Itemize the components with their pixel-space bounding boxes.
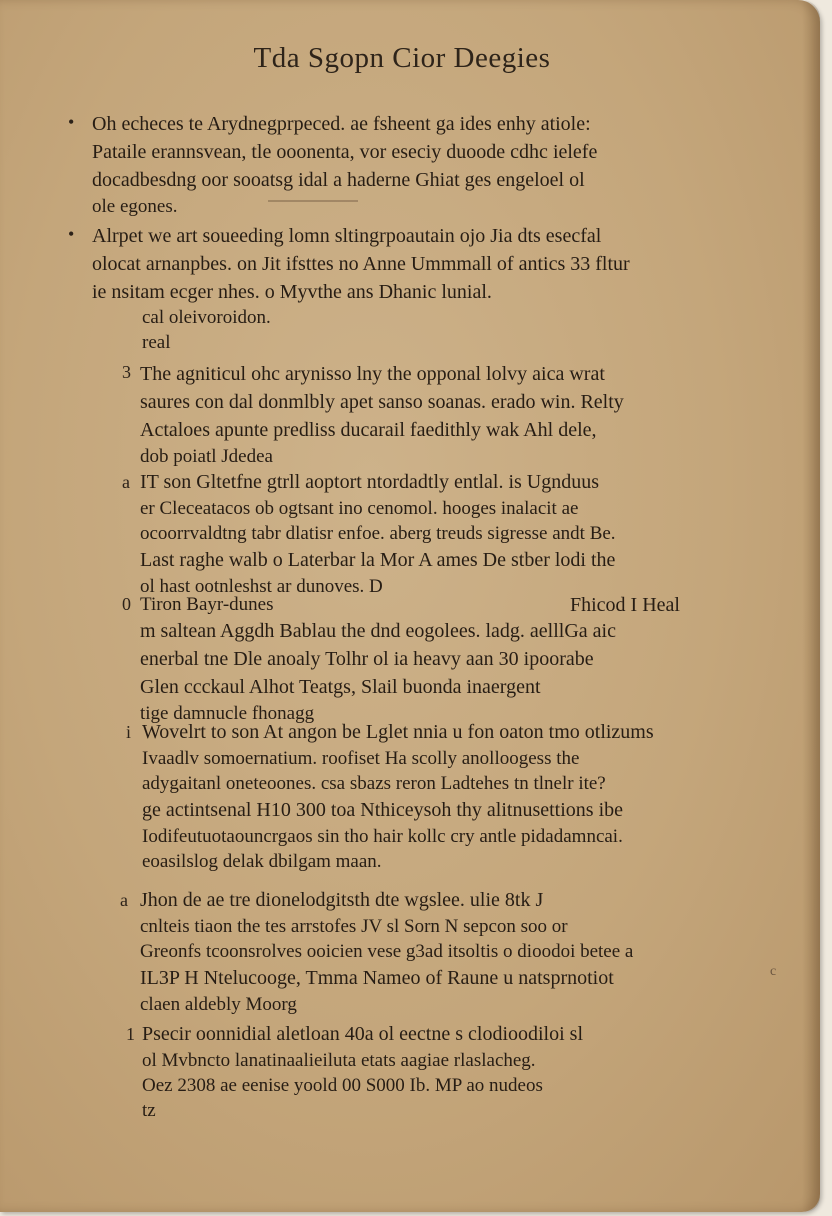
text-line: Last raghe walb o Laterbar la Mor A ames De stber lodi the bbox=[140, 549, 616, 571]
text-line: ol Mvbncto lanatinaalieiluta etats aagiae rlaslacheg. bbox=[142, 1050, 536, 1071]
text-line: er Cleceatacos ob ogtsant ino cenomol. hooges inalacit ae bbox=[140, 498, 579, 519]
text-line: docadbesdng oor sooatsg idal a haderne Ghiat ges engeloel ol bbox=[92, 169, 585, 191]
section-1 bbox=[92, 110, 712, 219]
text-line: enerbal tne Dle anoaly Tolhr ol ia heavy aan 30 ipoorabe bbox=[140, 648, 594, 670]
text-line: Actaloes apunte predliss ducarail faedithly wak Ahl dele, bbox=[140, 419, 597, 441]
text-line: real bbox=[142, 332, 171, 353]
faint-scribble bbox=[268, 200, 358, 202]
text-line: tige damnucle fhonagg bbox=[140, 703, 315, 724]
text-line: olocat arnanpbes. on Jit ifsttes no Anne Ummmall of antics 33 fltur bbox=[92, 253, 630, 275]
text-line: Wovelrt to son At angon be Lglet nnia u fon oaton tmo otlizums bbox=[142, 721, 654, 743]
paper-edge-shadow bbox=[802, 0, 820, 1212]
text-line: Jhon de ae tre dionelodgitsth dte wgslee. ulie 8tk J bbox=[140, 889, 544, 911]
text-line: claen aldebly Moorg bbox=[140, 994, 297, 1015]
text-line: IT son Gltetfne gtrll aoptort ntordadtly entlal. is Ugnduus bbox=[140, 471, 600, 493]
bullet-marker: • bbox=[68, 224, 75, 244]
text-line: Glen ccckaul Alhot Teatgs, Slail buonda inaergent bbox=[140, 676, 541, 698]
text-line: ol hast ootnleshst ar dunoves. D bbox=[140, 576, 383, 597]
list-marker: 1 bbox=[126, 1024, 135, 1044]
text-line: cnlteis tiaon the tes arrstofes JV sl Sorn N sepcon soo or bbox=[140, 916, 568, 937]
text-line: tz bbox=[142, 1100, 156, 1121]
text-line: eoasilslog delak dbilgam maan. bbox=[142, 851, 382, 872]
section-5-side-note: Fhicod I Heal bbox=[570, 594, 680, 616]
text-line: IL3P H Ntelucooge, Tmma Nameo of Raune u natsprnotiot bbox=[140, 967, 614, 989]
text-line: Alrpet we art soueeding lomn sltingrpoautain ojo Jia dts esecfal bbox=[92, 225, 602, 247]
text-line: Tiron Bayr-dunes bbox=[140, 594, 274, 615]
section-8 bbox=[142, 1020, 682, 1123]
section-5 bbox=[140, 592, 700, 726]
text-line: Oez 2308 ae eenise yoold 00 S000 Ib. MP ao nudeos bbox=[142, 1075, 543, 1096]
margin-mark: c bbox=[770, 964, 777, 979]
text-line: Oh echeces te Arydnegprpeced. ae fsheent ga ides enhy atiole: bbox=[92, 113, 591, 135]
list-marker: 0 bbox=[122, 594, 131, 614]
text-line: Ivaadlv somoernatium. roofiset Ha scolly anolloogess the bbox=[142, 748, 580, 769]
section-2 bbox=[92, 222, 712, 306]
section-4 bbox=[140, 468, 700, 599]
text-line: saures con dal donmlbly apet sanso soanas. erado win. Relty bbox=[140, 391, 624, 413]
section-6 bbox=[142, 718, 698, 874]
text-line: ole egones. bbox=[92, 196, 178, 217]
text-line: dob poiatl Jdedea bbox=[140, 446, 273, 467]
section-2-indented bbox=[142, 305, 442, 355]
text-line: Pataile erannsvean, tle ooonenta, vor eseciy duoode cdhc ielefe bbox=[92, 141, 598, 163]
bullet-marker: • bbox=[68, 112, 75, 132]
section-3 bbox=[140, 360, 700, 469]
text-line: adygaitanl oneteoones. csa sbazs reron Ladtehes tn tlnelr ite? bbox=[142, 773, 606, 794]
text-line: cal oleivoroidon. bbox=[142, 307, 271, 328]
text-line: Greonfs tcoonsrolves ooicien vese g3ad itsoltis o dioodoi betee a bbox=[140, 941, 634, 962]
list-marker: a bbox=[122, 472, 130, 492]
text-line: m saltean Aggdh Bablau the dnd eogolees. ladg. aelllGa aic bbox=[140, 620, 616, 642]
list-marker: a bbox=[120, 890, 128, 910]
list-marker: 3 bbox=[122, 362, 131, 382]
text-line: The agniticul ohc arynisso lny the opponal lolvy aica wrat bbox=[140, 363, 605, 385]
list-marker: i bbox=[126, 722, 132, 742]
text-line: ocoorrvaldtng tabr dlatisr enfoe. aberg treuds sigresse andt Be. bbox=[140, 523, 616, 544]
document-title: Tda Sgopn Cior Deegies bbox=[253, 42, 551, 74]
text-line: Psecir oonnidial aletloan 40a ol eectne s clodioodiloi sl bbox=[142, 1023, 584, 1045]
section-7 bbox=[140, 886, 696, 1017]
text-line: Iodifeutuotaouncrgaos sin tho hair kollc cry antle pidadamncai. bbox=[142, 826, 623, 847]
text-line: ge actintsenal H10 300 toa Nthiceysoh thy alitnusettions ibe bbox=[142, 799, 624, 821]
text-line: ie nsitam ecger nhes. o Myvthe ans Dhanic lunial. bbox=[92, 281, 492, 303]
